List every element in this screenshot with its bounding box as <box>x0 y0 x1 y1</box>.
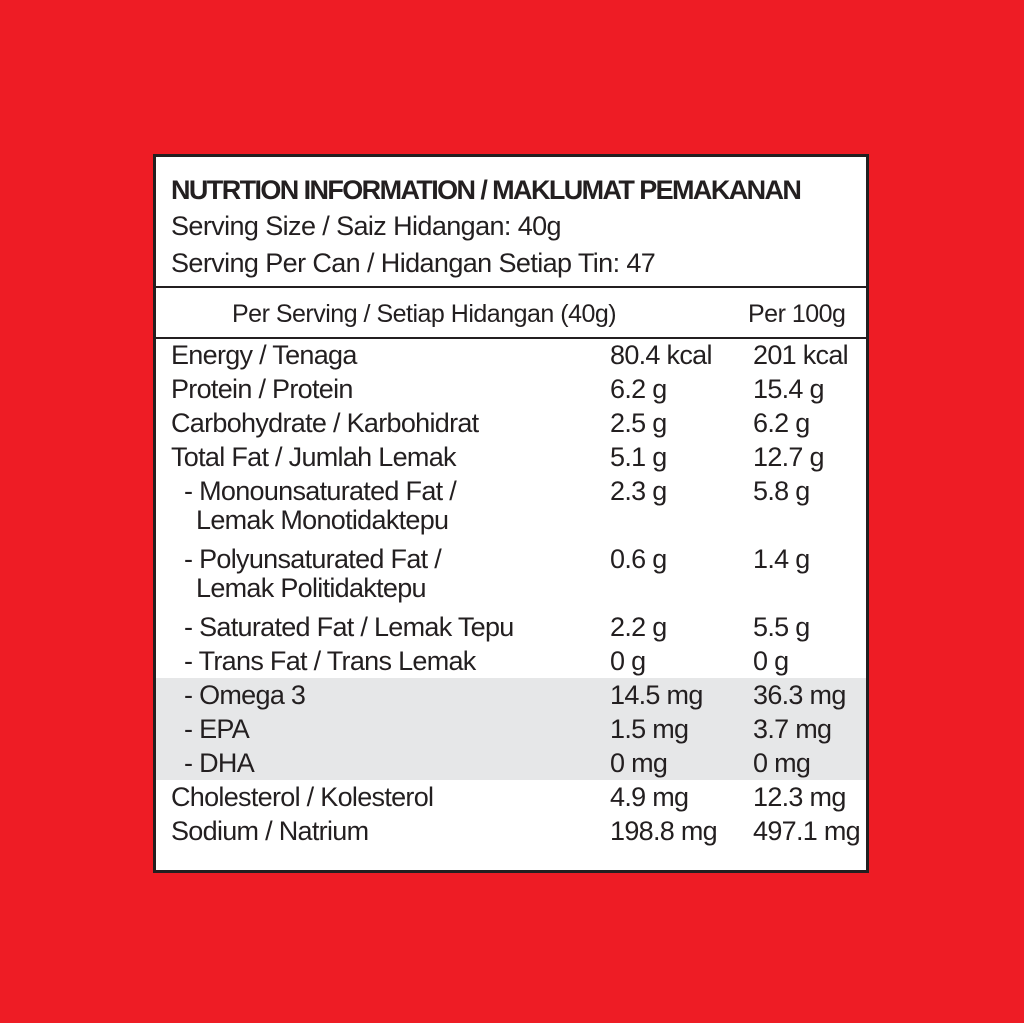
nutrition-panel <box>153 154 869 873</box>
nutrient-row <box>156 372 866 406</box>
value-per-serving: 0.6 g <box>610 544 667 574</box>
value-per-serving: 0 mg <box>610 748 668 778</box>
nutrient-row <box>156 712 866 746</box>
value-per-serving: 4.9 mg <box>610 782 689 812</box>
column-per-serving: Per Serving / Setiap Hidangan (40g) <box>232 300 617 328</box>
nutrient-name <box>184 613 514 642</box>
value-per-100g: 0 g <box>753 646 789 676</box>
value-per-100g: 1.4 g <box>753 544 810 574</box>
nutrient-row <box>156 644 866 678</box>
value-per-100g: 6.2 g <box>753 408 810 438</box>
nutrient-name-line: - Omega 3 <box>184 680 306 710</box>
nutrient-name-line: Cholesterol / Kolesterol <box>171 782 434 812</box>
nutrient-row <box>156 814 866 848</box>
nutrient-rows <box>156 338 866 848</box>
nutrient-name-line: - Polyunsaturated Fat / <box>184 544 442 574</box>
nutrient-name-line: - Trans Fat / Trans Lemak <box>184 646 476 676</box>
value-per-serving: 198.8 mg <box>610 816 717 846</box>
nutrient-row <box>156 678 866 712</box>
value-per-100g: 3.7 mg <box>753 714 832 744</box>
column-per-100g: Per 100g <box>748 300 846 328</box>
value-per-100g: 36.3 mg <box>753 680 846 710</box>
nutrient-name-line: Protein / Protein <box>171 374 353 404</box>
nutrition-header <box>156 157 866 288</box>
nutrient-name-line: Sodium / Natrium <box>171 816 369 846</box>
value-per-100g: 201 kcal <box>753 340 848 370</box>
nutrient-name-line: Carbohydrate / Karbohidrat <box>171 408 479 438</box>
nutrient-row <box>156 474 866 542</box>
nutrient-name <box>171 409 479 438</box>
nutrient-name <box>184 545 441 603</box>
nutrient-name-line: Total Fat / Jumlah Lemak <box>171 442 456 472</box>
serving-size: Serving Size / Saiz Hidangan: 40g <box>171 211 561 241</box>
nutrient-name-line: - Monounsaturated Fat / <box>184 476 457 506</box>
value-per-100g: 5.5 g <box>753 612 810 642</box>
column-header <box>156 288 866 339</box>
nutrient-name-line: - DHA <box>184 748 254 778</box>
value-per-serving: 5.1 g <box>610 442 667 472</box>
nutrient-name <box>184 477 456 535</box>
nutrient-name <box>171 817 368 846</box>
nutrient-name <box>171 443 456 472</box>
value-per-serving: 2.2 g <box>610 612 667 642</box>
nutrient-name <box>184 681 305 710</box>
value-per-serving: 80.4 kcal <box>610 340 712 370</box>
nutrient-row <box>156 610 866 644</box>
nutrient-row <box>156 440 866 474</box>
nutrient-name <box>184 749 254 778</box>
value-per-100g: 12.7 g <box>753 442 824 472</box>
nutrient-name-line: - Saturated Fat / Lemak Tepu <box>184 612 514 642</box>
nutrient-name <box>171 783 433 812</box>
nutrient-name-line: Lemak Monotidaktepu <box>196 505 449 535</box>
value-per-100g: 15.4 g <box>753 374 824 404</box>
nutrient-name <box>171 341 357 370</box>
value-per-serving: 1.5 mg <box>610 714 689 744</box>
value-per-serving: 0 g <box>610 646 646 676</box>
nutrient-name <box>184 647 476 676</box>
value-per-serving: 6.2 g <box>610 374 667 404</box>
nutrient-name-line: Energy / Tenaga <box>171 340 357 370</box>
value-per-serving: 2.5 g <box>610 408 667 438</box>
nutrient-row <box>156 338 866 372</box>
nutrient-name-line: Lemak Politidaktepu <box>196 573 426 603</box>
nutrient-row <box>156 780 866 814</box>
serving-per-can: Serving Per Can / Hidangan Setiap Tin: 47 <box>171 248 656 278</box>
value-per-serving: 14.5 mg <box>610 680 703 710</box>
value-per-100g: 0 mg <box>753 748 811 778</box>
nutrient-row <box>156 746 866 780</box>
value-per-100g: 12.3 mg <box>753 782 846 812</box>
nutrient-row <box>156 542 866 610</box>
nutrient-name <box>184 715 249 744</box>
nutrient-name-line: - EPA <box>184 714 250 744</box>
nutrient-row <box>156 406 866 440</box>
nutrient-name <box>171 375 353 404</box>
panel-title: NUTRTION INFORMATION / MAKLUMAT PEMAKANAN <box>171 175 801 205</box>
value-per-100g: 5.8 g <box>753 476 810 506</box>
value-per-serving: 2.3 g <box>610 476 667 506</box>
value-per-100g: 497.1 mg <box>753 816 860 846</box>
